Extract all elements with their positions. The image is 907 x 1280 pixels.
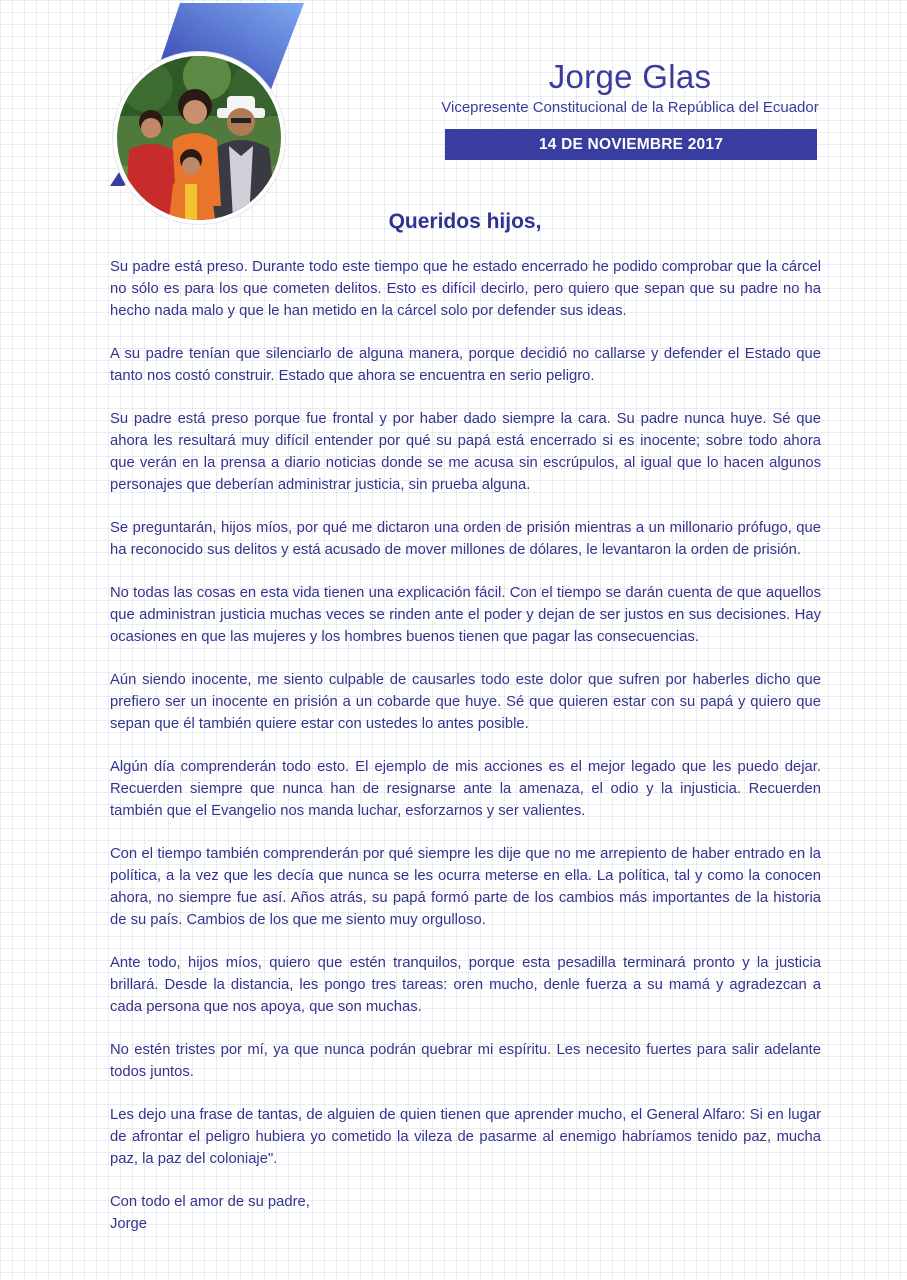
letter-paragraph: Les dejo una frase de tantas, de alguien de quien tienen que aprender mucho, el General Alfaro: Si en lugar de afrontar el peligro hubiera yo cometido la vileza de pasarme al enemigo habríamos tenido paz, mucha paz, la paz del coloniaje". bbox=[110, 1107, 821, 1167]
letter-signature-block bbox=[110, 1191, 821, 1235]
letter-paragraph: No todas las cosas en esta vida tienen una explicación fácil. Con el tiempo se darán cuenta de que aquellos que administran justicia muchas veces se rinden ante el poder y dejan de ser justos en sus decisiones. Hay ocasiones en que las mujeres y los hombres buenos tienen que pagar las consecuencias. bbox=[110, 585, 821, 645]
letter-paragraph: Ante todo, hijos míos, quiero que estén tranquilos, porque esta pesadilla terminará pronto y la justicia brillará. Desde la distancia, les pongo tres tareas: oren mucho, denle fuerza a su mamá y agradezcan a cada persona que nos apoya, que son muchas. bbox=[110, 955, 821, 1015]
letter-paragraph: Su padre está preso. Durante todo este tiempo que he estado encerrado he podido comprobar que la cárcel no sólo es para los que cometen delitos. Esto es difícil decirlo, pero quiero que sepan que su padre no ha hecho nada malo y que le han metido en la cárcel solo por defender sus ideas. bbox=[110, 259, 821, 319]
author-name: Jorge Glas bbox=[548, 58, 712, 95]
author-title: Vicepresente Constitucional de la República del Ecuador bbox=[441, 99, 819, 116]
letter-salutation: Queridos hijos, bbox=[388, 210, 542, 233]
letter-paragraph: A su padre tenían que silenciarlo de alguna manera, porque decidió no callarse y defender el Estado que tanto nos costó construir. Estado que ahora se encuentra en serio peligro. bbox=[110, 346, 821, 384]
letter-signature: Jorge bbox=[110, 1216, 148, 1232]
letter-paragraph: Algún día comprenderán todo esto. El ejemplo de mis acciones es el mejor legado que les puedo dejar. Recuerden siempre que nunca han de resignarse ante la amenaza, el odio y la injusticia. Recuerden también que el Evangelio nos manda luchar, esforzarnos y ser valientes. bbox=[110, 759, 821, 819]
letter-paragraph: Se preguntarán, hijos míos, por qué me dictaron una orden de prisión mientras a un millonario prófugo, que ha reconocido sus delitos y está acusado de mover millones de dólares, le levantaron la orden de prisión. bbox=[110, 520, 821, 558]
letter-closing: Con todo el amor de su padre, bbox=[110, 1194, 310, 1210]
letter-paragraph: Aún siendo inocente, me siento culpable de causarles todo este dolor que sufren por haberles dicho que prefiero ser un inocente en prisión a un cobarde que huye. Sé que quieren estar con su papá y quiero que sepan que él también quiere estar con ustedes lo antes posible. bbox=[110, 672, 821, 732]
letter-body bbox=[110, 256, 821, 1235]
family-photo-frame bbox=[113, 52, 285, 224]
family-photo-icon bbox=[117, 56, 281, 220]
letter-paragraph: Con el tiempo también comprenderán por qué siempre les dije que no me arrepiento de haber entrado en la política, a la vez que les decía que nunca se les ocurra meterse en ella. La política, tal y como la conocen ahora, no siempre fue así. Años atrás, su papá formó parte de los cambios más importantes de la historia de su país. Cambios de los que me siento muy orgulloso. bbox=[110, 846, 821, 928]
letter-date-banner bbox=[445, 129, 817, 160]
letter-paragraph: Su padre está preso porque fue frontal y por haber dado siempre la cara. Su padre nunca huye. Sé que ahora les resultará muy difícil entender por qué su papá está encerrado si es inocente; sobre todo ahora que verán en la prensa a diario noticias donde se me acusa sin escrúpulos, al igual que lo hacen algunos personajes que deberían administrar justicia, sin prueba alguna. bbox=[110, 411, 821, 493]
letter-date: 14 DE NOVIEMBRE 2017 bbox=[538, 135, 724, 153]
letter-paragraph: No estén tristes por mí, ya que nunca podrán quebrar mi espíritu. Les necesito fuertes para salir adelante todos juntos. bbox=[110, 1042, 821, 1080]
